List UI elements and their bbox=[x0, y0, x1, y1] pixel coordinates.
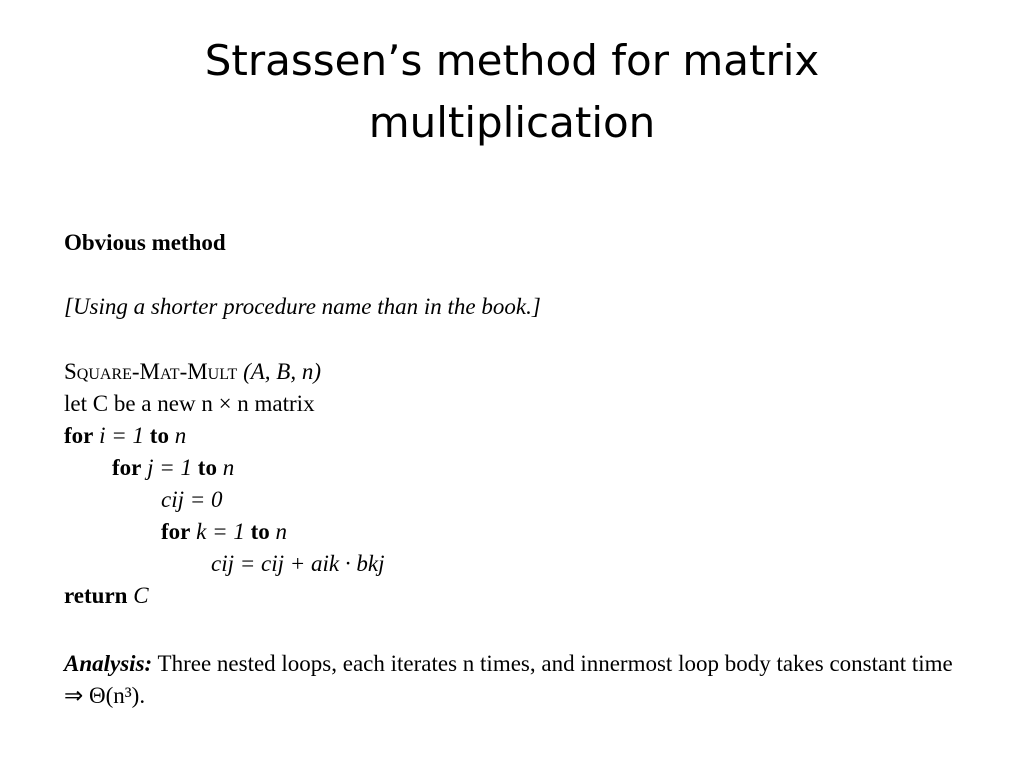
to-keyword: to bbox=[197, 455, 217, 480]
analysis-paragraph bbox=[64, 648, 964, 712]
for-keyword: for bbox=[112, 455, 142, 480]
loop-i-range-start: i = 1 bbox=[99, 423, 145, 448]
analysis-label: Analysis: bbox=[64, 651, 153, 676]
for-keyword: for bbox=[64, 423, 94, 448]
loop-bound-n: n bbox=[174, 423, 187, 448]
loop-j-range-start: j = 1 bbox=[147, 455, 193, 480]
for-keyword: for bbox=[161, 519, 191, 544]
procedure-name: Square-Mat-Mult bbox=[64, 359, 238, 384]
return-keyword: return bbox=[64, 583, 128, 608]
code-line-allocate: let C be a new n × n matrix bbox=[64, 391, 315, 416]
code-line-return bbox=[64, 580, 384, 612]
loop-k-range-start: k = 1 bbox=[196, 519, 245, 544]
procedure-note: [Using a shorter procedure name than in the book.] bbox=[64, 294, 541, 319]
loop-bound-n: n bbox=[275, 519, 288, 544]
title-line-2: multiplication bbox=[368, 98, 656, 147]
to-keyword: to bbox=[149, 423, 169, 448]
procedure-params: (A, B, n) bbox=[243, 359, 321, 384]
slide-title bbox=[0, 30, 1024, 154]
to-keyword: to bbox=[250, 519, 270, 544]
code-line-for-i bbox=[64, 420, 384, 452]
code-line-for-j bbox=[64, 452, 384, 484]
section-heading: Obvious method bbox=[64, 230, 226, 255]
procedure-signature bbox=[64, 356, 384, 388]
code-line-update: cij = cij + aik · bkj bbox=[211, 551, 385, 576]
pseudocode-block bbox=[64, 356, 384, 612]
code-line-for-k bbox=[64, 516, 384, 548]
code-line-init: cij = 0 bbox=[161, 487, 223, 512]
title-line-1: Strassen’s method for matrix bbox=[204, 36, 820, 85]
return-value: C bbox=[133, 583, 149, 608]
loop-bound-n: n bbox=[222, 455, 235, 480]
analysis-text: Three nested loops, each iterates n times, and innermost loop body takes constant time ⇒ Θ(n³). bbox=[64, 651, 953, 708]
